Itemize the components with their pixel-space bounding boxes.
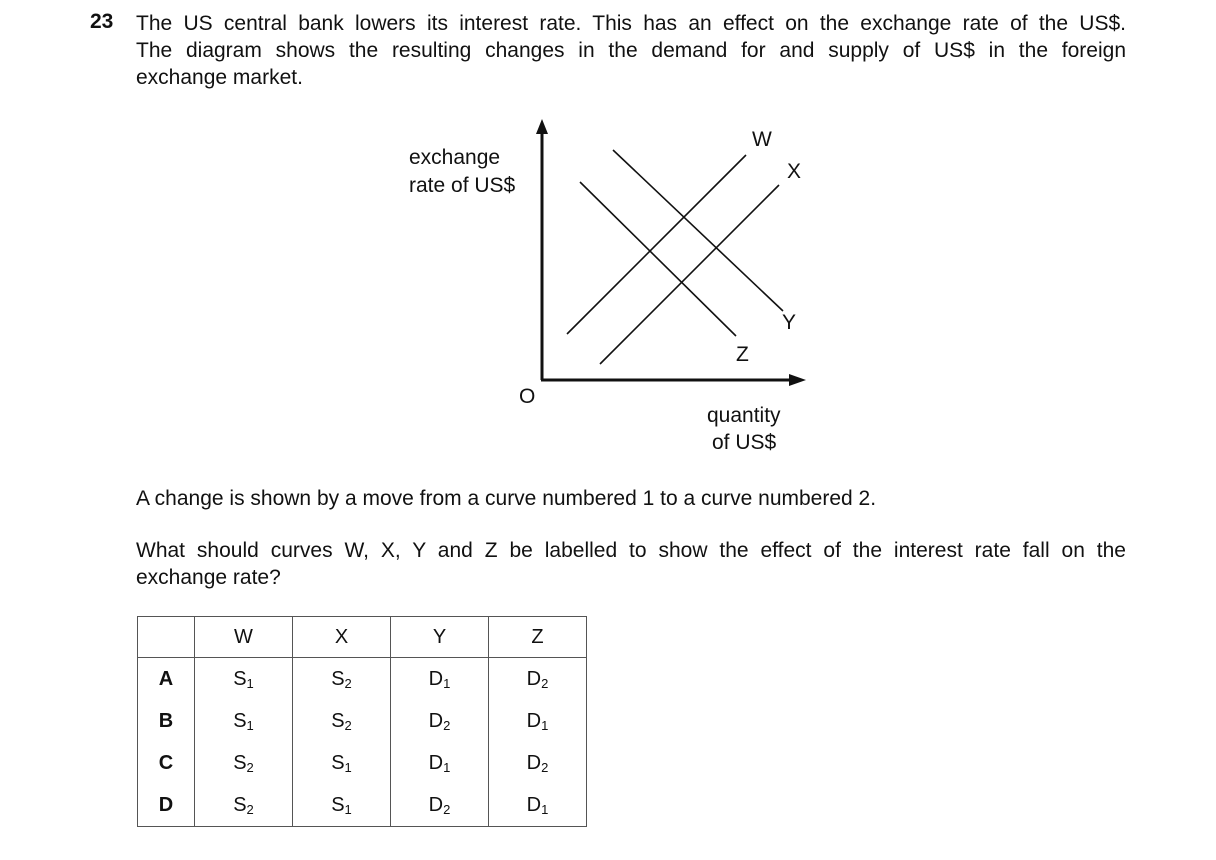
y-axis-arrow-icon (536, 119, 548, 134)
curve-number: 2 (541, 675, 549, 691)
table-cell (293, 742, 391, 784)
table-cell (195, 742, 293, 784)
curve-letter: S (331, 709, 345, 732)
curve-z-label: Z (736, 343, 749, 366)
option-key[interactable]: A (138, 658, 195, 701)
curve-z (580, 182, 736, 336)
table-header-blank (138, 617, 195, 658)
table-cell (391, 742, 489, 784)
curve-number: 1 (344, 801, 352, 817)
table-row[interactable] (138, 742, 587, 784)
table-cell (195, 700, 293, 742)
x-axis-label-line1: quantity (707, 404, 781, 427)
table-cell (489, 742, 587, 784)
curve-letter: D (526, 667, 542, 690)
table-header-w: W (195, 617, 293, 658)
curve-w-label: W (752, 128, 772, 151)
stem-line: The diagram shows the resulting changes in the demand for and supply of US$ in the foreign (136, 39, 1126, 62)
curve-x-label: X (787, 160, 802, 183)
curve-number: 1 (344, 759, 352, 775)
paragraph-2 (136, 537, 1126, 591)
curve-number: 1 (246, 717, 254, 733)
curve-number: 2 (443, 717, 451, 733)
origin-label: O (519, 385, 536, 408)
option-key[interactable]: B (138, 700, 195, 742)
curve-letter: D (428, 751, 444, 774)
option-key[interactable]: D (138, 784, 195, 827)
curve-number: 2 (246, 759, 254, 775)
paragraph-2-line: What should curves W, X, Y and Z be labelled to show the effect of the interest rate fall on the (136, 539, 1126, 562)
table-cell (195, 784, 293, 827)
x-axis-arrow-icon (789, 374, 806, 386)
stem-line: exchange market. (136, 66, 303, 89)
curve-number: 1 (541, 717, 549, 733)
curve-letter: D (526, 709, 542, 732)
curve-y (613, 150, 783, 311)
curve-letter: D (526, 793, 542, 816)
curve-letter: S (233, 667, 247, 690)
curve-number: 2 (443, 801, 451, 817)
curve-letter: D (428, 793, 444, 816)
curve-letter: D (428, 709, 444, 732)
curve-letter: S (233, 793, 247, 816)
table-cell (293, 700, 391, 742)
table-cell (391, 658, 489, 701)
curve-number: 1 (443, 759, 451, 775)
option-key[interactable]: C (138, 742, 195, 784)
curve-letter: S (233, 709, 247, 732)
table-row[interactable] (138, 700, 587, 742)
curve-letter: S (331, 751, 345, 774)
table-row[interactable] (138, 658, 587, 701)
table-cell (391, 784, 489, 827)
curve-y-label: Y (782, 311, 797, 334)
table-cell (293, 784, 391, 827)
y-axis-label-line1: exchange (409, 146, 501, 169)
paragraph-1-text: A change is shown by a move from a curve numbered 1 to a curve numbered 2. (136, 487, 877, 510)
curve-letter: S (233, 751, 247, 774)
curve-letter: S (331, 793, 345, 816)
table-header-z: Z (489, 617, 587, 658)
table-cell (391, 700, 489, 742)
table-header-y: Y (391, 617, 489, 658)
x-axis-label-line2: of US$ (712, 431, 777, 454)
table-cell (195, 658, 293, 701)
table-header-x: X (293, 617, 391, 658)
curve-number: 1 (443, 675, 451, 691)
answer-options-table (137, 616, 587, 827)
curve-number: 2 (541, 759, 549, 775)
curve-number: 1 (246, 675, 254, 691)
question-number: 23 (90, 10, 114, 33)
curve-letter: S (331, 667, 345, 690)
paragraph-2-line: exchange rate? (136, 566, 281, 589)
table-header-row (138, 617, 587, 658)
paragraph-1 (136, 485, 1126, 512)
table-row[interactable] (138, 784, 587, 827)
table-cell (489, 784, 587, 827)
curve-number: 2 (344, 675, 352, 691)
curve-number: 1 (541, 801, 549, 817)
table-cell (293, 658, 391, 701)
table-cell (489, 658, 587, 701)
curve-number: 2 (246, 801, 254, 817)
curve-letter: D (526, 751, 542, 774)
stem-line: The US central bank lowers its interest rate. This has an effect on the exchange rate of the US$. (136, 12, 1126, 35)
curve-letter: D (428, 667, 444, 690)
y-axis-label-line2: rate of US$ (409, 174, 516, 197)
table-cell (489, 700, 587, 742)
curve-number: 2 (344, 717, 352, 733)
